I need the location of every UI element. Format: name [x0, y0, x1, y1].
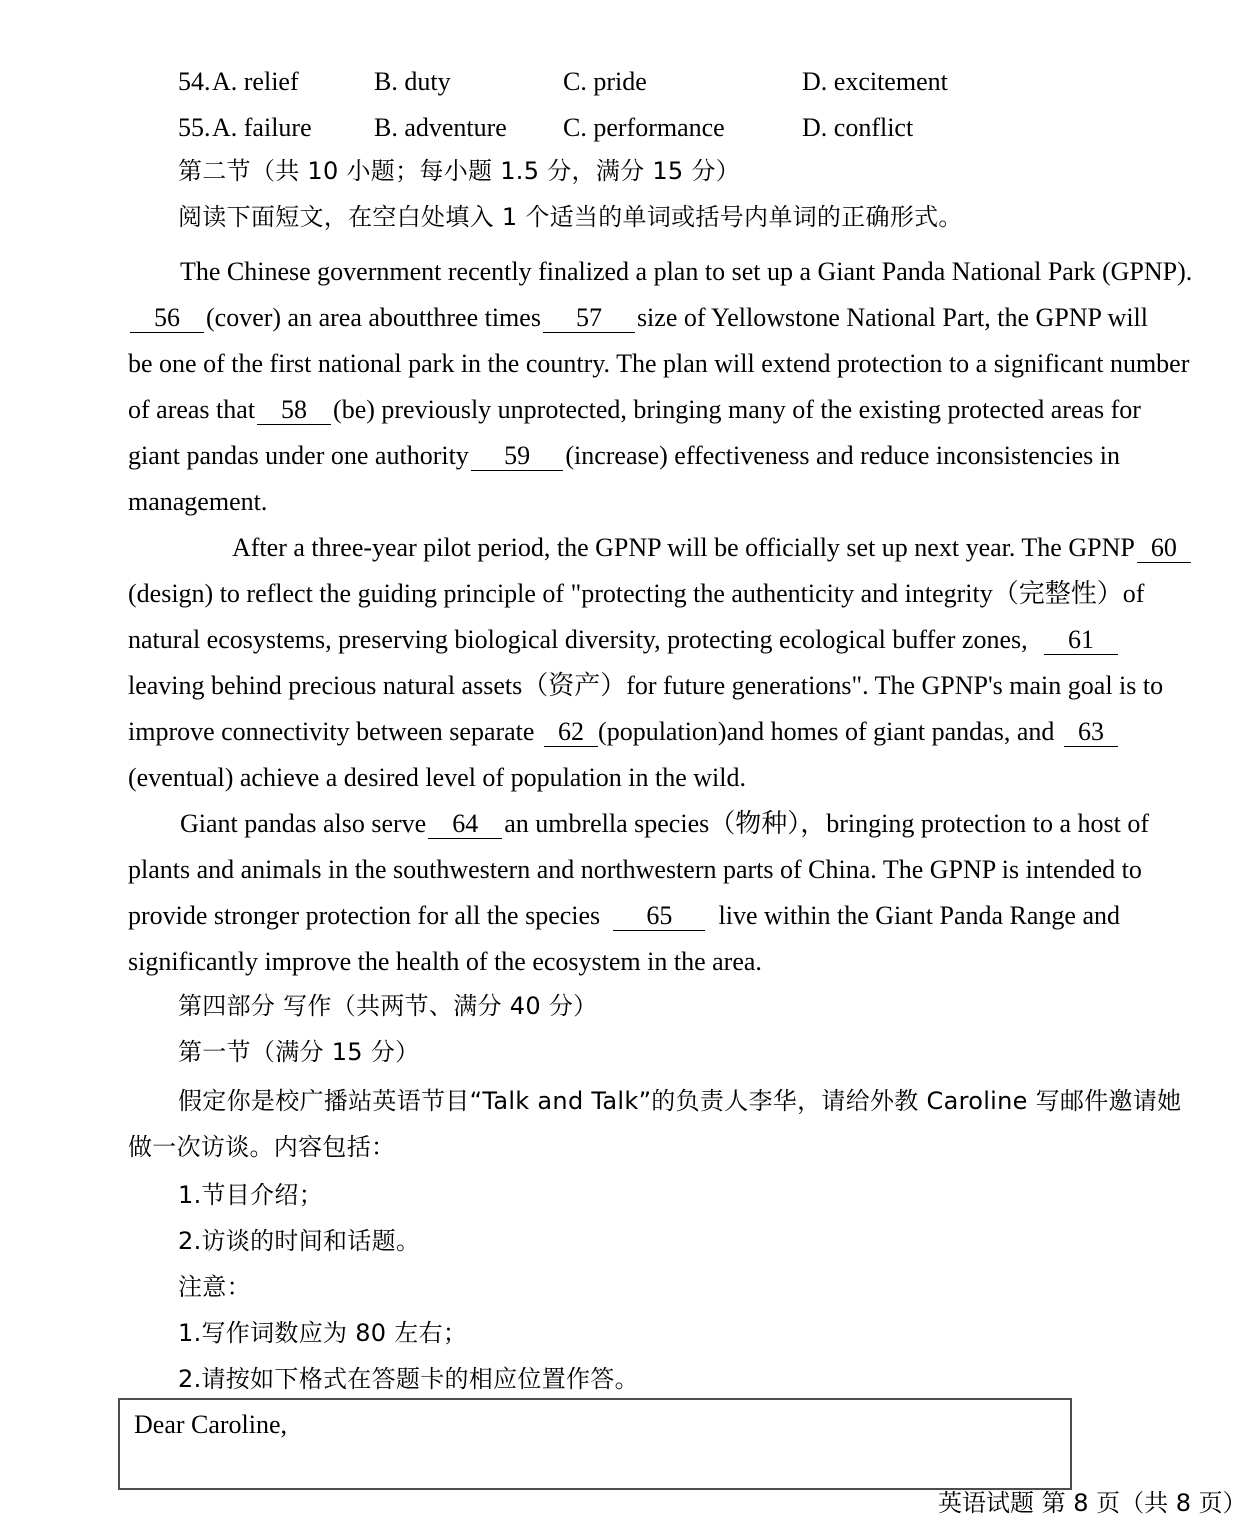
passage-text: size of Yellowstone National Part, the GPNP will: [636, 303, 1148, 332]
mcq-option-b[interactable]: B. duty: [374, 67, 451, 96]
writing-requirement-1: 1.节目介绍；: [178, 1181, 323, 1209]
passage-line: [128, 709, 1120, 755]
passage-text: three times: [426, 303, 541, 332]
notice-label: 注意：: [178, 1273, 251, 1301]
mcq-option-c[interactable]: C. performance: [563, 113, 725, 142]
writing-prompt-line-2: 做一次访谈。内容包括：: [128, 1133, 396, 1161]
mcq-number: 54.: [178, 67, 211, 96]
passage-line: [128, 433, 1120, 479]
cloze-blank-62[interactable]: 62: [544, 717, 598, 747]
mcq-option-d[interactable]: D. excitement: [802, 67, 948, 96]
cloze-blank-65[interactable]: 65: [613, 901, 705, 931]
notice-item-2: 2.请按如下格式在答题卡的相应位置作答。: [178, 1365, 639, 1393]
passage-text: plants and animals in the southwestern and northwestern parts of China. The GPNP is intended to: [128, 855, 1142, 884]
passage-line: [128, 801, 1150, 847]
email-salutation: Dear Caroline,: [134, 1410, 288, 1439]
cloze-blank-61[interactable]: 61: [1044, 625, 1118, 655]
passage-line: [128, 525, 1177, 571]
cloze-blank-64[interactable]: 64: [428, 809, 502, 839]
passage-line: [128, 479, 1120, 525]
passage-text: natural ecosystems, preserving biological diversity, protecting ecological buffer zones,: [128, 625, 1028, 654]
cloze-blank-57[interactable]: 57: [543, 303, 635, 333]
passage-line: [128, 893, 1120, 939]
passage-text: improve connectivity between separate: [128, 717, 535, 746]
passage-line: [128, 617, 1120, 663]
passage-text: be one of the first national park in the country. The plan will extend protection to a significant number: [128, 349, 1190, 378]
passage-text: (be) previously unprotected, bringing many of the existing protected areas for: [333, 395, 1141, 424]
passage-text: giant pandas under one authority: [128, 441, 469, 470]
passage-line: [128, 341, 1190, 387]
cloze-blank-60[interactable]: 60: [1137, 533, 1191, 563]
section-two-heading: 第二节（共 10 小题；每小题 1.5 分，满分 15 分）: [178, 157, 741, 185]
passage-line: [128, 571, 1145, 617]
mcq-option-b[interactable]: B. adventure: [374, 113, 507, 142]
passage-text: of areas that: [128, 395, 256, 424]
mcq-option-c[interactable]: C. pride: [563, 67, 647, 96]
passage-text: leaving behind precious natural assets（资产）for future generations". The GPNP's main goal is to: [128, 671, 1164, 700]
writing-answer-box[interactable]: [118, 1398, 1072, 1490]
cloze-blank-56[interactable]: 56: [130, 303, 204, 333]
mcq-option-a[interactable]: A. relief: [212, 67, 299, 96]
passage-line: [128, 387, 1141, 433]
passage-text: Giant pandas also serve: [180, 809, 427, 838]
mcq-option-d[interactable]: D. conflict: [802, 113, 914, 142]
passage-line: [128, 939, 1120, 985]
passage-text: (design) to reflect the guiding principle of "protecting the authenticity and integrity（完整性）of: [128, 579, 1145, 608]
mcq-row-55: [178, 108, 1138, 148]
page-footer: [938, 1485, 1247, 1517]
writing-requirement-2: 2.访谈的时间和话题。: [178, 1227, 421, 1255]
passage-text: After a three-year pilot period, the GPNP will be officially set up next year. The GPNP: [232, 533, 1135, 562]
mcq-option-a[interactable]: A. failure: [212, 113, 312, 142]
passage-text: management.: [128, 487, 268, 516]
cloze-blank-59[interactable]: 59: [471, 441, 563, 471]
passage-line: [128, 295, 1148, 341]
section-four-heading: 第四部分 写作（共两节、满分 40 分）: [178, 992, 598, 1020]
section-four-subheading: 第一节（满分 15 分）: [178, 1038, 420, 1066]
mcq-number: 55.: [178, 113, 211, 142]
writing-prompt-line-1: 假定你是校广播站英语节目“Talk and Talk”的负责人李华，请给外教 Caroline 写邮件邀请她: [178, 1087, 1182, 1115]
passage-text: The Chinese government recently finalized a plan to set up a Giant Panda National Park (GPNP).: [180, 257, 1193, 286]
page-footer-text: 英语试题 第 8 页（共 8 页）: [938, 1489, 1247, 1517]
section-two-instruction: 阅读下面短文，在空白处填入 1 个适当的单词或括号内单词的正确形式。: [178, 203, 963, 231]
passage-text: (increase) effectiveness and reduce inconsistencies in: [565, 441, 1120, 470]
cloze-blank-63[interactable]: 63: [1064, 717, 1118, 747]
cloze-blank-58[interactable]: 58: [257, 395, 331, 425]
passage-text: an umbrella species（物种），bringing protection to a host of: [504, 809, 1150, 838]
passage-text: (cover) an area about: [206, 303, 427, 332]
passage-line: [128, 249, 1193, 295]
passage-text: (eventual) achieve a desired level of population in the wild.: [128, 763, 746, 792]
passage-text: provide stronger protection for all the species: [128, 901, 601, 930]
mcq-row-54: [178, 62, 1138, 102]
passage-text: (population)and homes of giant pandas, and: [598, 717, 1055, 746]
passage-line: [128, 663, 1164, 709]
notice-item-1: 1.写作词数应为 80 左右；: [178, 1319, 468, 1347]
passage-text: significantly improve the health of the ecosystem in the area.: [128, 947, 762, 976]
passage-text: live within the Giant Panda Range and: [718, 901, 1120, 930]
passage-line: [128, 755, 1120, 801]
passage-line: [128, 847, 1142, 893]
